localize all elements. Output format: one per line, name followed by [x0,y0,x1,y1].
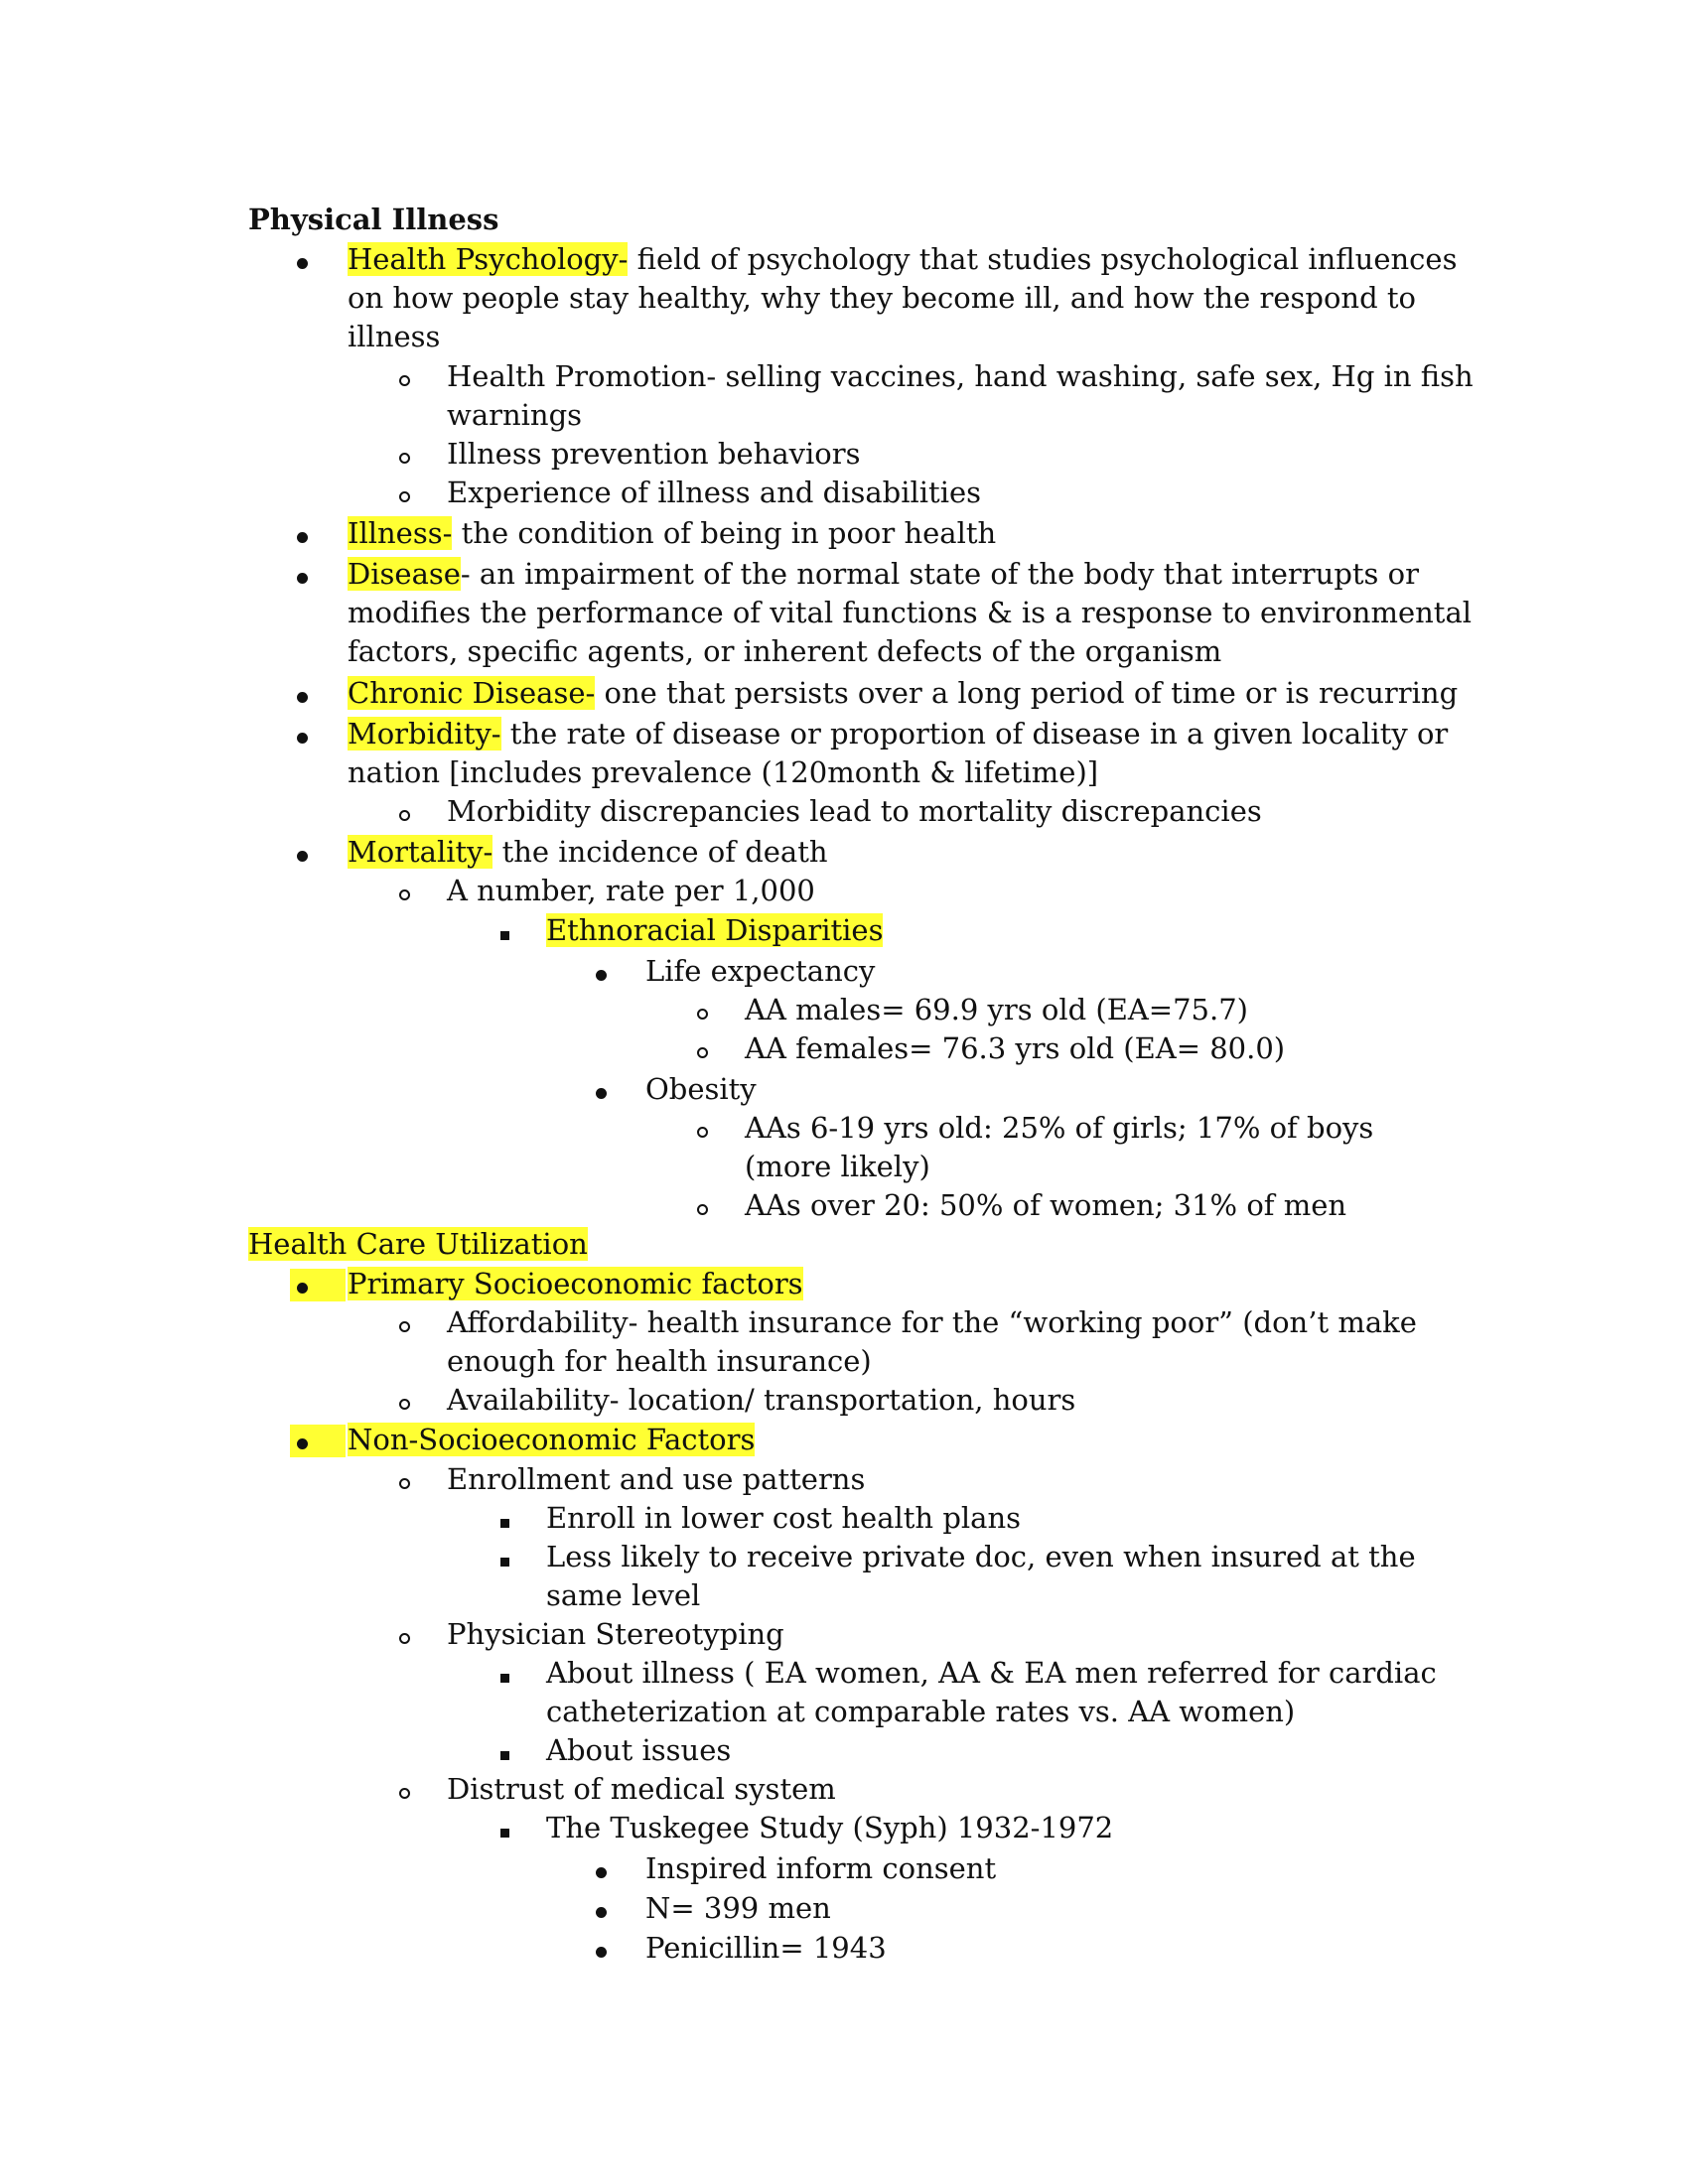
bullet-dot [297,240,308,279]
mortality-line [348,833,828,872]
bullet-square [500,1499,509,1538]
list-item: N= 399 men [645,1891,831,1925]
bullet-dot [596,1889,607,1928]
list-item: Availability- location/ transportation, hours [447,1383,1076,1417]
bullet-dot [297,1265,308,1303]
list-item: Inspired inform consent [645,1851,997,1885]
list-item: Health Promotion- selling vaccines, hand washing, safe sex, Hg in fish [447,359,1474,393]
bullet-ring [399,357,410,396]
bullet-ring [399,1615,410,1654]
list-item-continued: warnings [447,398,583,432]
bullet-dot [297,514,308,553]
bullet-ring [697,1029,708,1068]
list-item-continued: (more likely) [745,1150,930,1183]
list-item: The Tuskegee Study (Syph) 1932-1972 [546,1811,1114,1844]
morbidity-line-1 [348,715,1448,753]
disease-line-3: factors, specific agents, or inherent defects of the organism [348,634,1222,668]
list-item-continued: enough for health insurance) [447,1344,872,1378]
list-item: About illness ( EA women, AA & EA men referred for cardiac [546,1656,1437,1690]
section-title-health-care [248,1225,588,1264]
list-item: Less likely to receive private doc, even when insured at the [546,1540,1416,1573]
bullet-ring [399,474,410,512]
chronic-disease-line [348,674,1458,713]
definition-text: field of psychology that studies psychological influences [628,242,1458,276]
bullet-ring [399,1303,410,1342]
bullet-ring [697,1186,708,1225]
list-item: Experience of illness and disabilities [447,476,982,509]
list-item: AAs over 20: 50% of women; 31% of men [745,1188,1347,1222]
term-morbidity: Morbidity- [348,717,501,751]
bullet-ring [399,792,410,831]
term-ethnoracial-disparities: Ethnoracial Disparities [546,913,884,947]
list-item: Illness prevention behaviors [447,437,861,471]
list-item: Penicillin= 1943 [645,1931,887,1965]
definition-text: the incidence of death [492,835,828,869]
bullet-dot [596,952,607,991]
bullet-ring [399,872,410,910]
list-item-continued: same level [546,1578,701,1612]
list-item: Distrust of medical system [447,1772,836,1806]
bullet-ring [399,1770,410,1809]
disease-line-2: modifies the performance of vital functions & is a response to environmental [348,596,1473,629]
illness-line [348,514,996,553]
term-primary-factors: Primary Socioeconomic factors [348,1267,803,1300]
bullet-dot [596,1929,607,1968]
section-title-physical-illness: Physical Illness [248,203,499,236]
list-item: Enrollment and use patterns [447,1462,866,1496]
list-item: About issues [546,1733,732,1767]
term-illness: Illness- [348,516,453,550]
list-item: A number, rate per 1,000 [447,874,815,907]
morbidity-line-2: nation [includes prevalence (120month & lifetime)] [348,755,1099,789]
health-psychology-line-3: illness [348,320,441,353]
term-health-psychology: Health Psychology- [348,242,629,276]
list-item [546,911,883,950]
list-item: Enroll in lower cost health plans [546,1501,1022,1535]
list-item: AAs 6-19 yrs old: 25% of girls; 17% of boys [745,1111,1374,1145]
bullet-dot [297,674,308,713]
list-item: Affordability- health insurance for the “working poor” (don’t make [447,1305,1417,1339]
bullet-ring [697,1109,708,1148]
bullet-ring [399,1381,410,1420]
list-item: Physician Stereotyping [447,1617,784,1651]
bullet-square [500,1538,509,1576]
bullet-square [500,1654,509,1693]
health-psychology-line-1 [348,240,1457,279]
bullet-ring [697,991,708,1029]
health-psychology-line-2: on how people stay healthy, why they become ill, and how the respond to [348,281,1416,315]
bullet-dot [297,833,308,872]
bullet-dot [297,715,308,753]
definition-text: - an impairment of the normal state of the body that interrupts or [460,557,1419,591]
bullet-dot [596,1849,607,1888]
list-item-continued: catheterization at comparable rates vs. AA women) [546,1695,1296,1728]
bullet-dot [596,1070,607,1109]
bullet-dot [297,1421,308,1459]
bullet-ring [399,435,410,474]
term-non-socioeconomic: Non-Socioeconomic Factors [348,1423,756,1456]
definition-text: one that persists over a long period of time or is recurring [595,676,1459,710]
term-chronic-disease: Chronic Disease- [348,676,596,710]
term-mortality: Mortality- [348,835,493,869]
bullet-dot [297,555,308,594]
bullet-square [500,1731,509,1770]
bullet-ring [399,1460,410,1499]
list-item: Life expectancy [645,954,876,988]
bullet-square [500,1809,509,1847]
definition-text: the condition of being in poor health [452,516,997,550]
disease-line-1 [348,555,1419,594]
list-item [348,1421,755,1459]
list-item: AA males= 69.9 yrs old (EA=75.7) [745,993,1248,1026]
list-item: AA females= 76.3 yrs old (EA= 80.0) [745,1031,1286,1065]
list-item [348,1265,803,1303]
term-disease: Disease [348,557,461,591]
bullet-square [500,911,509,950]
list-item: Obesity [645,1072,757,1106]
definition-text: the rate of disease or proportion of disease in a given locality or [500,717,1449,751]
list-item: Morbidity discrepancies lead to mortality discrepancies [447,794,1262,828]
section-title-text: Health Care Utilization [248,1227,588,1261]
